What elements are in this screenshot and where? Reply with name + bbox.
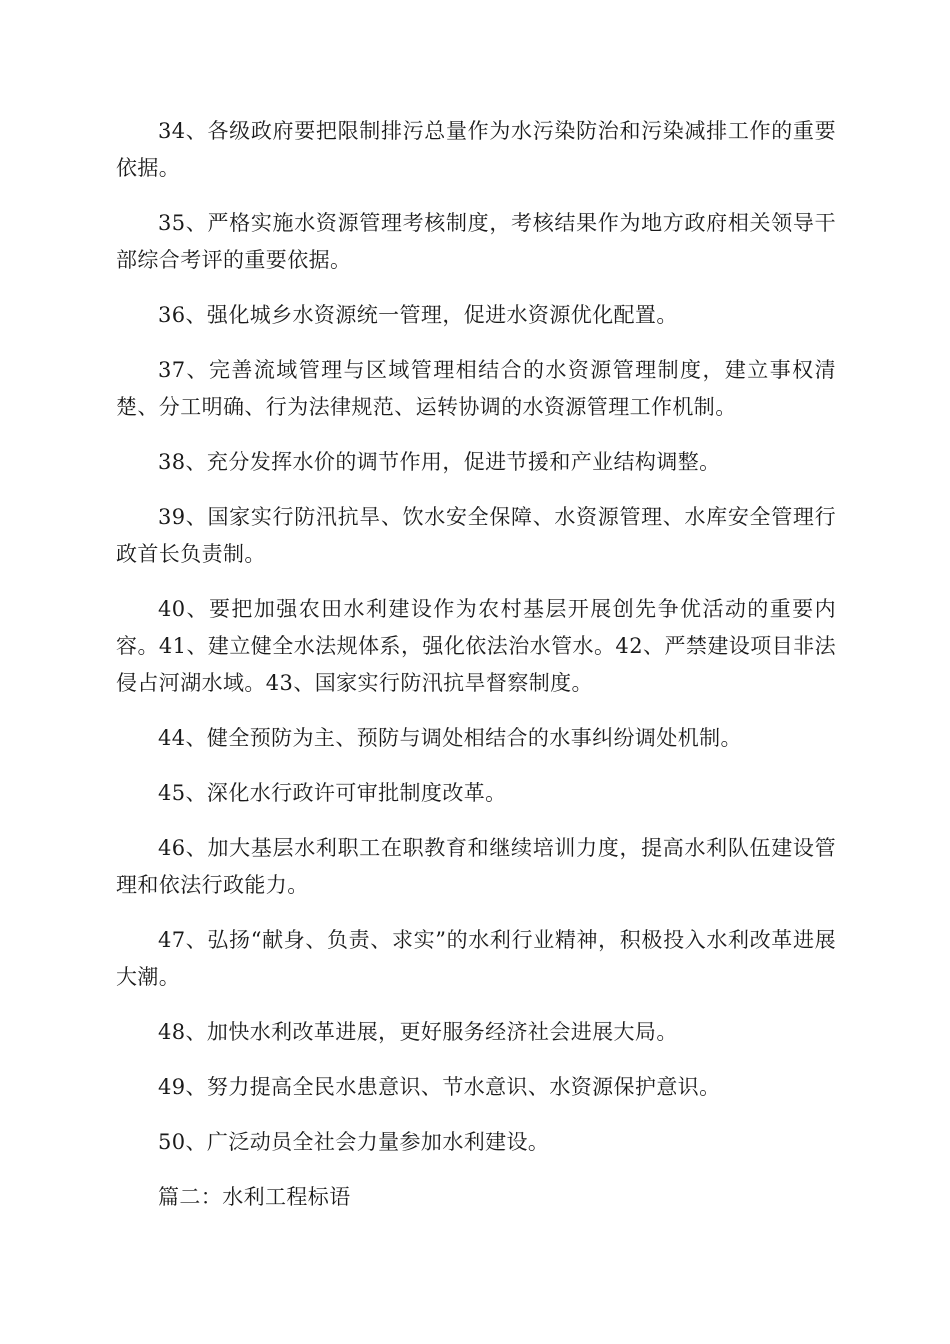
paragraph-35: 35、严格实施水资源管理考核制度，考核结果作为地方政府相关领导干部综合考评的重要依据。 (116, 211, 836, 272)
paragraph-44: 44、健全预防为主、预防与调处相结合的水事纠纷调处机制。 (158, 726, 742, 750)
paragraph-34: 34、各级政府要把限制排污总量作为水污染防治和污染减排工作的重要依据。 (116, 119, 836, 180)
paragraph-47: 47、弘扬“献身、负责、求实”的水利行业精神，积极投入水利改革进展大潮。 (116, 928, 836, 989)
paragraph-49: 49、努力提高全民水患意识、节水意识、水资源保护意识。 (158, 1075, 721, 1099)
paragraph-39: 39、国家实行防汛抗旱、饮水安全保障、水资源管理、水库安全管理行政首长负责制。 (116, 505, 836, 566)
paragraph-45: 45、深化水行政许可审批制度改革。 (158, 781, 507, 805)
paragraph-46: 46、加大基层水利职工在职教育和继续培训力度，提高水利队伍建设管理和依法行政能力。 (116, 836, 836, 897)
paragraph-40-43: 40、要把加强农田水利建设作为农村基层开展创先争优活动的重要内容。41、建立健全水法规体系，强化依法治水管水。42、严禁建设项目非法侵占河湖水域。43、国家实行防汛抗旱督察制度。 (116, 597, 836, 695)
paragraph-37: 37、完善流域管理与区域管理相结合的水资源管理制度，建立事权清楚、分工明确、行为法律规范、运转协调的水资源管理工作机制。 (116, 358, 836, 419)
document-page (116, 113, 836, 1216)
paragraph-38: 38、充分发挥水价的调节作用，促进节援和产业结构调整。 (158, 450, 721, 474)
paragraph-48: 48、加快水利改革进展，更好服务经济社会进展大局。 (158, 1020, 678, 1044)
section-heading: 篇二：水利工程标语 (158, 1185, 351, 1209)
paragraph-36: 36、强化城乡水资源统一管理，促进水资源优化配置。 (158, 303, 678, 327)
paragraph-50: 50、广泛动员全社会力量参加水利建设。 (158, 1130, 550, 1154)
